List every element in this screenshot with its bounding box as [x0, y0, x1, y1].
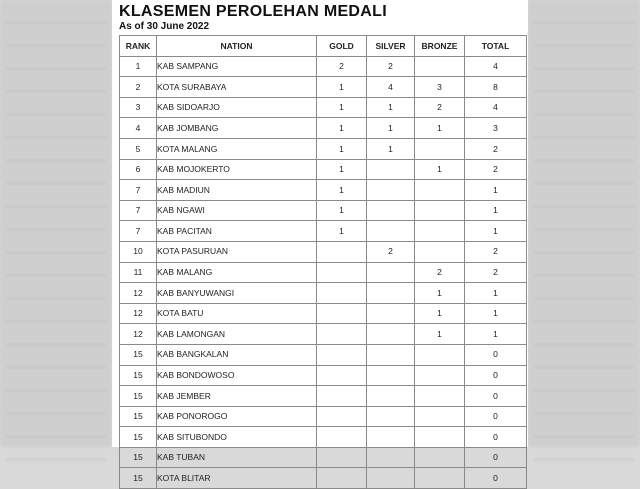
cell-gold: [317, 303, 367, 324]
header-total: TOTAL: [465, 36, 527, 57]
cell-total: 1: [465, 221, 527, 242]
cell-bronze: 2: [415, 262, 465, 283]
cell-rank: 15: [120, 427, 157, 448]
ghost-row: [6, 138, 106, 161]
cell-rank: 3: [120, 97, 157, 118]
table-row: [120, 180, 527, 201]
cell-gold: 1: [317, 159, 367, 180]
cell-rank: 15: [120, 386, 157, 407]
cell-bronze: [415, 200, 465, 221]
medal-table: [119, 35, 527, 489]
cell-total: 0: [465, 344, 527, 365]
cell-gold: [317, 283, 367, 304]
cell-rank: 15: [120, 447, 157, 468]
cell-nation: KAB BONDOWOSO: [157, 365, 317, 386]
cell-nation: KAB BANGKALAN: [157, 344, 317, 365]
cell-total: 0: [465, 427, 527, 448]
cell-bronze: 1: [415, 303, 465, 324]
cell-bronze: [415, 427, 465, 448]
ghost-row: [534, 161, 634, 184]
cell-silver: [367, 447, 415, 468]
cell-gold: [317, 447, 367, 468]
cell-silver: [367, 427, 415, 448]
cell-nation: KOTA BLITAR: [157, 468, 317, 489]
cell-nation: KOTA SURABAYA: [157, 77, 317, 98]
table-row: [120, 324, 527, 345]
cell-gold: 1: [317, 200, 367, 221]
cell-gold: [317, 241, 367, 262]
cell-rank: 15: [120, 365, 157, 386]
cell-silver: [367, 159, 415, 180]
table-row: [120, 303, 527, 324]
cell-gold: [317, 406, 367, 427]
table-row: [120, 427, 527, 448]
cell-gold: [317, 386, 367, 407]
ghost-row: [6, 253, 106, 276]
cell-rank: 12: [120, 324, 157, 345]
cell-total: 0: [465, 447, 527, 468]
cell-bronze: [415, 365, 465, 386]
cell-total: 4: [465, 97, 527, 118]
table-row: [120, 283, 527, 304]
cell-silver: [367, 200, 415, 221]
cell-nation: KOTA BATU: [157, 303, 317, 324]
cell-silver: [367, 262, 415, 283]
ghost-row: [6, 414, 106, 437]
cell-rank: 12: [120, 303, 157, 324]
cell-gold: [317, 468, 367, 489]
cell-bronze: 1: [415, 118, 465, 139]
cell-rank: 7: [120, 200, 157, 221]
cell-gold: [317, 344, 367, 365]
ghost-row: [534, 253, 634, 276]
cell-gold: 1: [317, 118, 367, 139]
cell-silver: [367, 468, 415, 489]
blurred-background-left: [0, 0, 112, 447]
cell-total: 2: [465, 138, 527, 159]
cell-bronze: 1: [415, 324, 465, 345]
table-row: [120, 200, 527, 221]
ghost-row: [6, 184, 106, 207]
cell-silver: [367, 386, 415, 407]
cell-gold: [317, 427, 367, 448]
ghost-row: [6, 46, 106, 69]
cell-silver: 1: [367, 97, 415, 118]
cell-nation: KAB SIDOARJO: [157, 97, 317, 118]
ghost-row: [6, 92, 106, 115]
cell-total: 1: [465, 200, 527, 221]
table-row: [120, 365, 527, 386]
cell-gold: 2: [317, 56, 367, 77]
ghost-row: [534, 46, 634, 69]
ghost-row: [6, 345, 106, 368]
cell-bronze: 3: [415, 77, 465, 98]
cell-silver: [367, 406, 415, 427]
cell-nation: KOTA PASURUAN: [157, 241, 317, 262]
ghost-row: [534, 23, 634, 46]
cell-rank: 11: [120, 262, 157, 283]
ghost-row: [534, 437, 634, 460]
cell-total: 4: [465, 56, 527, 77]
cell-total: 1: [465, 303, 527, 324]
ghost-row: [534, 322, 634, 345]
cell-silver: [367, 365, 415, 386]
header-gold: GOLD: [317, 36, 367, 57]
cell-rank: 1: [120, 56, 157, 77]
table-row: [120, 118, 527, 139]
cell-silver: 4: [367, 77, 415, 98]
ghost-row: [6, 161, 106, 184]
table-row: [120, 159, 527, 180]
cell-total: 3: [465, 118, 527, 139]
ghost-row: [534, 69, 634, 92]
ghost-row: [6, 276, 106, 299]
ghost-row: [534, 299, 634, 322]
cell-nation: KAB PONOROGO: [157, 406, 317, 427]
cell-nation: KAB TUBAN: [157, 447, 317, 468]
cell-nation: KAB SAMPANG: [157, 56, 317, 77]
cell-gold: 1: [317, 97, 367, 118]
cell-rank: 7: [120, 221, 157, 242]
cell-gold: 1: [317, 138, 367, 159]
ghost-row: [6, 230, 106, 253]
cell-total: 2: [465, 159, 527, 180]
cell-rank: 15: [120, 468, 157, 489]
table-row: [120, 262, 527, 283]
cell-gold: 1: [317, 180, 367, 201]
ghost-row: [534, 230, 634, 253]
cell-gold: [317, 324, 367, 345]
ghost-row: [534, 414, 634, 437]
cell-total: 0: [465, 365, 527, 386]
as-of-date: As of 30 June 2022: [119, 21, 210, 32]
ghost-row: [534, 0, 634, 23]
cell-nation: KAB JEMBER: [157, 386, 317, 407]
cell-nation: KAB PACITAN: [157, 221, 317, 242]
header-row: [120, 36, 527, 57]
ghost-row: [6, 69, 106, 92]
medal-standings-sheet: [112, 0, 528, 484]
cell-silver: [367, 180, 415, 201]
cell-gold: 1: [317, 77, 367, 98]
cell-bronze: [415, 221, 465, 242]
ghost-row: [534, 345, 634, 368]
ghost-row: [6, 115, 106, 138]
ghost-row: [534, 391, 634, 414]
cell-nation: KAB SITUBONDO: [157, 427, 317, 448]
ghost-row: [6, 207, 106, 230]
cell-rank: 5: [120, 138, 157, 159]
header-nation: NATION: [157, 36, 317, 57]
ghost-row: [534, 138, 634, 161]
cell-total: 0: [465, 406, 527, 427]
cell-rank: 4: [120, 118, 157, 139]
cell-bronze: [415, 406, 465, 427]
cell-silver: 1: [367, 138, 415, 159]
cell-bronze: 1: [415, 283, 465, 304]
cell-bronze: [415, 344, 465, 365]
cell-silver: [367, 303, 415, 324]
cell-nation: KAB NGAWI: [157, 200, 317, 221]
ghost-row: [534, 207, 634, 230]
cell-rank: 2: [120, 77, 157, 98]
cell-rank: 7: [120, 180, 157, 201]
cell-nation: KAB MOJOKERTO: [157, 159, 317, 180]
table-row: [120, 77, 527, 98]
table-row: [120, 344, 527, 365]
cell-silver: [367, 221, 415, 242]
ghost-row: [534, 368, 634, 391]
cell-total: 0: [465, 468, 527, 489]
cell-nation: KAB MADIUN: [157, 180, 317, 201]
cell-bronze: [415, 56, 465, 77]
cell-nation: KAB MALANG: [157, 262, 317, 283]
cell-total: 0: [465, 386, 527, 407]
cell-nation: KAB JOMBANG: [157, 118, 317, 139]
table-row: [120, 241, 527, 262]
cell-total: 1: [465, 180, 527, 201]
cell-rank: 10: [120, 241, 157, 262]
cell-bronze: [415, 386, 465, 407]
cell-bronze: [415, 180, 465, 201]
cell-rank: 15: [120, 344, 157, 365]
table-row: [120, 56, 527, 77]
cell-rank: 15: [120, 406, 157, 427]
header-silver: SILVER: [367, 36, 415, 57]
table-row: [120, 447, 527, 468]
page-title: KLASEMEN PEROLEHAN MEDALI: [119, 3, 387, 20]
cell-nation: KOTA MALANG: [157, 138, 317, 159]
ghost-row: [534, 115, 634, 138]
cell-bronze: [415, 138, 465, 159]
table-row: [120, 221, 527, 242]
cell-rank: 12: [120, 283, 157, 304]
cell-silver: 2: [367, 56, 415, 77]
cell-total: 8: [465, 77, 527, 98]
ghost-row: [6, 391, 106, 414]
ghost-row: [6, 299, 106, 322]
cell-gold: [317, 262, 367, 283]
cell-total: 1: [465, 324, 527, 345]
cell-rank: 6: [120, 159, 157, 180]
table-row: [120, 138, 527, 159]
blurred-background-right: [528, 0, 640, 447]
header-rank: RANK: [120, 36, 157, 57]
cell-total: 1: [465, 283, 527, 304]
ghost-row: [6, 0, 106, 23]
cell-silver: [367, 283, 415, 304]
cell-nation: KAB BANYUWANGI: [157, 283, 317, 304]
cell-bronze: 1: [415, 159, 465, 180]
header-bronze: BRONZE: [415, 36, 465, 57]
cell-silver: 2: [367, 241, 415, 262]
cell-bronze: 2: [415, 97, 465, 118]
ghost-row: [534, 184, 634, 207]
cell-bronze: [415, 468, 465, 489]
ghost-row: [6, 322, 106, 345]
cell-silver: 1: [367, 118, 415, 139]
cell-gold: [317, 365, 367, 386]
table-row: [120, 468, 527, 489]
ghost-row: [534, 276, 634, 299]
cell-bronze: [415, 447, 465, 468]
table-row: [120, 97, 527, 118]
ghost-row: [6, 368, 106, 391]
cell-bronze: [415, 241, 465, 262]
cell-gold: 1: [317, 221, 367, 242]
table-row: [120, 406, 527, 427]
table-row: [120, 386, 527, 407]
ghost-row: [6, 23, 106, 46]
cell-total: 2: [465, 241, 527, 262]
cell-total: 2: [465, 262, 527, 283]
cell-nation: KAB LAMONGAN: [157, 324, 317, 345]
cell-silver: [367, 324, 415, 345]
ghost-row: [534, 92, 634, 115]
cell-silver: [367, 344, 415, 365]
ghost-row: [6, 437, 106, 460]
